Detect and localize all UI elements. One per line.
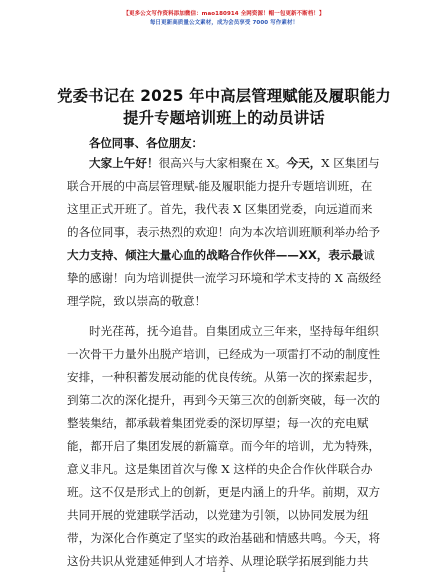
partner-thanks-bold: 大力支持、倾注大量心血的战略合作伙伴——XX，表示最 — [67, 248, 364, 262]
today-bold: 今天， — [286, 156, 322, 170]
text-run: 班。这不仅是形式上的创新，更是内涵上的升华。前期，双方 — [67, 485, 381, 499]
page-number: 1 — [221, 566, 227, 574]
text-run: 这里正式开班了。首先，我代表 X 区集团党委，向远道而来 — [67, 202, 373, 216]
document-title-line-2: 提升专题培训班上的动员讲话 — [123, 109, 325, 127]
text-run: 一次骨干力量外出脱产培训，已经成为一项雷打不动的制度性 — [67, 347, 381, 361]
text-run: 的各位同事，表示热烈的欢迎！向为本次培训班顺利举办给予 — [67, 225, 381, 239]
text-run: 很高兴与大家相聚在 X。 — [158, 156, 287, 170]
text-run: X 区集团与 — [321, 156, 380, 170]
promo-banner-line-1: 【更多公文写作资料添加微信：mao180914 全网资源！帽一包更新不断档！】 — [123, 11, 325, 17]
text-run: 意义非凡。这是集团首次与像 X 这样的央企合作伙伴联合办 — [67, 462, 373, 476]
text-run: 共同开展的党建联学活动，以党建为引领，以协同发展为纽 — [67, 508, 369, 522]
greeting-bold: 大家上午好！ — [89, 156, 159, 170]
text-run: 整装集结，都承载着集团党委的深切厚望；每一次的充电赋 — [67, 416, 369, 430]
document-title-line-1: 党委书记在 2025 年中高层管理赋能及履职能力 — [57, 87, 391, 105]
text-run: 能，都开启了集团发展的新篇章。而今年的培训，尤为特殊， — [67, 439, 381, 453]
text-run: 安排，一种积蓄发展动能的优良传统。从第一次的探索起步， — [67, 370, 381, 384]
text-run: 理学院，致以崇高的敬意！ — [67, 294, 207, 308]
text-run: 到第二次的深化提升，再到今天第三次的创新突破，每一次的 — [67, 393, 381, 407]
text-run: 带，为深化合作奠定了坚实的政治基础和情感共鸣。今天，将 — [67, 531, 381, 545]
text-run: 诚 — [363, 248, 375, 262]
text-run: 时光荏苒，抚今追昔。自集团成立三年来，坚持每年组织 — [89, 324, 379, 338]
promo-banner-line-2: 每日更新高质量公文素材，成为会员享受 7000 写作素材！ — [149, 20, 299, 26]
text-run: 这份共识从党建延伸到人才培养、从理论联学拓展到能力共 — [67, 554, 369, 568]
salutation: 各位同事、各位朋友： — [89, 136, 203, 150]
text-run: 联合开展的中高层管理赋-能及履职能力提升专题培训班，在 — [67, 179, 373, 193]
text-run: 挚的感谢！向为培训提供一流学习环境和学术支持的 X 高级经 — [67, 271, 382, 285]
